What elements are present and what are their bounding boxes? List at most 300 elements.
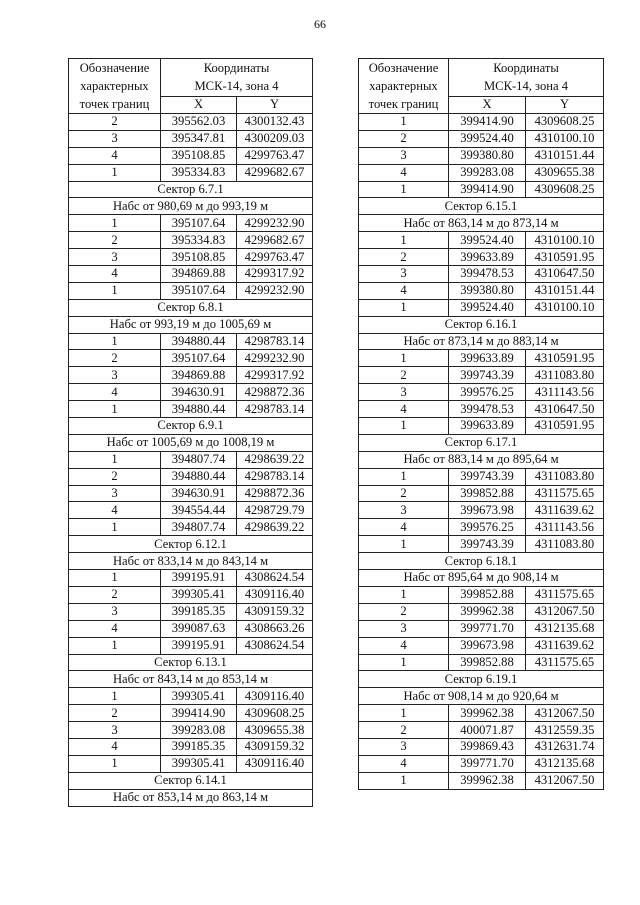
table-row: [359, 299, 604, 316]
y-coordinate-cell: 4312067.50: [526, 705, 604, 722]
table-row: [359, 181, 604, 198]
sector-label: Набс от 843,14 м до 853,14 м: [69, 671, 313, 688]
sector-label: Сектор 6.13.1: [69, 654, 313, 671]
header-designation-line: Обозначение: [368, 61, 439, 75]
header-y: Y: [237, 96, 313, 113]
sector-row: [69, 418, 313, 435]
table-row: [69, 705, 313, 722]
sector-row: [69, 299, 313, 316]
sector-row: [69, 553, 313, 570]
table-header: [359, 59, 604, 114]
y-coordinate-cell: 4298872.36: [237, 384, 313, 401]
sector-row: [359, 198, 604, 215]
sector-label: Набс от 908,14 м до 920,64 м: [359, 688, 604, 705]
x-coordinate-cell: 394880.44: [161, 401, 237, 418]
point-number-cell: 3: [359, 620, 449, 637]
table-row: [69, 502, 313, 519]
point-number-cell: 3: [359, 384, 449, 401]
point-number-cell: 1: [359, 654, 449, 671]
point-number-cell: 1: [69, 519, 161, 536]
sector-row: [359, 570, 604, 587]
x-coordinate-cell: 394807.74: [161, 451, 237, 468]
x-coordinate-cell: 399185.35: [161, 603, 237, 620]
x-coordinate-cell: 399283.08: [449, 164, 526, 181]
coordinates-table-right: [358, 58, 604, 790]
sector-label: Сектор 6.17.1: [359, 434, 604, 451]
y-coordinate-cell: 4309655.38: [526, 164, 604, 181]
y-coordinate-cell: 4310591.95: [526, 418, 604, 435]
sector-row: [359, 316, 604, 333]
point-number-cell: 4: [69, 266, 161, 283]
table-row: [359, 350, 604, 367]
sector-label: Набс от 993,19 м до 1005,69 м: [69, 316, 313, 333]
sector-label: Набс от 895,64 м до 908,14 м: [359, 570, 604, 587]
sector-row: [69, 434, 313, 451]
table-row: [359, 249, 604, 266]
y-coordinate-cell: 4312559.35: [526, 722, 604, 739]
x-coordinate-cell: 395108.85: [161, 249, 237, 266]
table-row: [359, 738, 604, 755]
x-coordinate-cell: 399576.25: [449, 384, 526, 401]
sector-label: Набс от 980,69 м до 993,19 м: [69, 198, 313, 215]
y-coordinate-cell: 4298783.14: [237, 401, 313, 418]
sector-label: Сектор 6.9.1: [69, 418, 313, 435]
y-coordinate-cell: 4308624.54: [237, 637, 313, 654]
y-coordinate-cell: 4311639.62: [526, 502, 604, 519]
y-coordinate-cell: 4299682.67: [237, 232, 313, 249]
y-coordinate-cell: 4298639.22: [237, 519, 313, 536]
y-coordinate-cell: 4310151.44: [526, 147, 604, 164]
y-coordinate-cell: 4299763.47: [237, 147, 313, 164]
point-number-cell: 2: [69, 232, 161, 249]
table-row: [359, 772, 604, 789]
table-row: [69, 637, 313, 654]
y-coordinate-cell: 4309608.25: [237, 705, 313, 722]
point-number-cell: 4: [69, 384, 161, 401]
point-number-cell: 1: [359, 299, 449, 316]
point-number-cell: 3: [359, 266, 449, 283]
table-row: [359, 418, 604, 435]
x-coordinate-cell: 399305.41: [161, 688, 237, 705]
point-number-cell: 1: [359, 350, 449, 367]
page-number: 66: [314, 17, 326, 31]
table-row: [69, 114, 313, 131]
x-coordinate-cell: 399962.38: [449, 705, 526, 722]
header-designation-line: характерных: [80, 79, 149, 93]
point-number-cell: 3: [359, 738, 449, 755]
y-coordinate-cell: 4311083.80: [526, 468, 604, 485]
coordinates-table-left: [68, 58, 313, 807]
header-designation-line: точек границ: [368, 97, 439, 111]
x-coordinate-cell: 399414.90: [449, 114, 526, 131]
table-row: [69, 603, 313, 620]
sector-row: [359, 451, 604, 468]
x-coordinate-cell: 394630.91: [161, 485, 237, 502]
x-coordinate-cell: 394630.91: [161, 384, 237, 401]
y-coordinate-cell: 4299232.90: [237, 350, 313, 367]
x-coordinate-cell: 399633.89: [449, 350, 526, 367]
y-coordinate-cell: 4311575.65: [526, 654, 604, 671]
x-coordinate-cell: 395347.81: [161, 130, 237, 147]
point-number-cell: 2: [359, 249, 449, 266]
y-coordinate-cell: 4310647.50: [526, 401, 604, 418]
table-row: [359, 164, 604, 181]
sector-label: Сектор 6.8.1: [69, 299, 313, 316]
x-coordinate-cell: 399185.35: [161, 738, 237, 755]
table-row: [69, 620, 313, 637]
point-number-cell: 3: [69, 603, 161, 620]
y-coordinate-cell: 4310151.44: [526, 282, 604, 299]
x-coordinate-cell: 399743.39: [449, 367, 526, 384]
point-number-cell: 3: [69, 485, 161, 502]
table-row: [69, 688, 313, 705]
x-coordinate-cell: 399195.91: [161, 570, 237, 587]
point-number-cell: 1: [359, 586, 449, 603]
sector-row: [69, 654, 313, 671]
point-number-cell: 4: [359, 401, 449, 418]
point-number-cell: 3: [69, 130, 161, 147]
y-coordinate-cell: 4298872.36: [237, 485, 313, 502]
sector-label: Сектор 6.19.1: [359, 671, 604, 688]
x-coordinate-cell: 399743.39: [449, 468, 526, 485]
header-designation-line: точек границ: [79, 97, 150, 111]
point-number-cell: 1: [359, 536, 449, 553]
x-coordinate-cell: 399524.40: [449, 130, 526, 147]
y-coordinate-cell: 4312135.68: [526, 620, 604, 637]
y-coordinate-cell: 4311083.80: [526, 367, 604, 384]
table-row: [69, 333, 313, 350]
sector-label: Сектор 6.18.1: [359, 553, 604, 570]
x-coordinate-cell: 399380.80: [449, 282, 526, 299]
x-coordinate-cell: 395562.03: [161, 114, 237, 131]
y-coordinate-cell: 4309116.40: [237, 755, 313, 772]
x-coordinate-cell: 395107.64: [161, 350, 237, 367]
point-number-cell: 2: [69, 114, 161, 131]
point-number-cell: 3: [359, 502, 449, 519]
x-coordinate-cell: 399478.53: [449, 401, 526, 418]
point-number-cell: 3: [69, 722, 161, 739]
sector-label: Сектор 6.12.1: [69, 536, 313, 553]
y-coordinate-cell: 4312067.50: [526, 772, 604, 789]
table-row: [359, 586, 604, 603]
y-coordinate-cell: 4310100.10: [526, 232, 604, 249]
table-row: [69, 401, 313, 418]
y-coordinate-cell: 4309608.25: [526, 181, 604, 198]
table-row: [69, 249, 313, 266]
point-number-cell: 4: [359, 755, 449, 772]
point-number-cell: 1: [69, 164, 161, 181]
x-coordinate-cell: 394869.88: [161, 266, 237, 283]
table-row: [69, 384, 313, 401]
point-number-cell: 1: [69, 637, 161, 654]
table-row: [69, 232, 313, 249]
x-coordinate-cell: 399771.70: [449, 755, 526, 772]
sector-label: Сектор 6.14.1: [69, 772, 313, 789]
y-coordinate-cell: 4298729.79: [237, 502, 313, 519]
point-number-cell: 2: [359, 367, 449, 384]
x-coordinate-cell: 399380.80: [449, 147, 526, 164]
y-coordinate-cell: 4309655.38: [237, 722, 313, 739]
y-coordinate-cell: 4300132.43: [237, 114, 313, 131]
x-coordinate-cell: 399852.88: [449, 654, 526, 671]
x-coordinate-cell: 399673.98: [449, 637, 526, 654]
sector-label: Набс от 853,14 м до 863,14 м: [69, 789, 313, 806]
point-number-cell: 4: [69, 147, 161, 164]
point-number-cell: 4: [359, 282, 449, 299]
x-coordinate-cell: 395334.83: [161, 232, 237, 249]
point-number-cell: 1: [69, 215, 161, 232]
x-coordinate-cell: 394869.88: [161, 367, 237, 384]
point-number-cell: 1: [359, 772, 449, 789]
y-coordinate-cell: 4299317.92: [237, 367, 313, 384]
y-coordinate-cell: 4299763.47: [237, 249, 313, 266]
point-number-cell: 4: [359, 637, 449, 654]
table-row: [359, 401, 604, 418]
y-coordinate-cell: 4299317.92: [237, 266, 313, 283]
y-coordinate-cell: 4310591.95: [526, 249, 604, 266]
table-row: [359, 384, 604, 401]
y-coordinate-cell: 4311083.80: [526, 536, 604, 553]
sector-row: [359, 434, 604, 451]
sector-row: [69, 772, 313, 789]
header-x: X: [161, 96, 237, 113]
table-row: [69, 485, 313, 502]
sector-label: Сектор 6.15.1: [359, 198, 604, 215]
y-coordinate-cell: 4299232.90: [237, 282, 313, 299]
x-coordinate-cell: 399195.91: [161, 637, 237, 654]
x-coordinate-cell: 399305.41: [161, 586, 237, 603]
point-number-cell: 2: [69, 468, 161, 485]
sector-row: [69, 671, 313, 688]
sector-label: Набс от 883,14 м до 895,64 м: [359, 451, 604, 468]
table-row: [359, 620, 604, 637]
y-coordinate-cell: 4299232.90: [237, 215, 313, 232]
x-coordinate-cell: 399743.39: [449, 536, 526, 553]
header-designation-line: характерных: [369, 79, 438, 93]
point-number-cell: 3: [69, 249, 161, 266]
y-coordinate-cell: 4300209.03: [237, 130, 313, 147]
sector-row: [69, 181, 313, 198]
sector-label: Набс от 873,14 м до 883,14 м: [359, 333, 604, 350]
y-coordinate-cell: 4309159.32: [237, 738, 313, 755]
point-number-cell: 4: [359, 519, 449, 536]
sector-row: [359, 553, 604, 570]
y-coordinate-cell: 4312067.50: [526, 603, 604, 620]
x-coordinate-cell: 395108.85: [161, 147, 237, 164]
y-coordinate-cell: 4312135.68: [526, 755, 604, 772]
table-body-left: [69, 114, 313, 807]
sector-row: [359, 333, 604, 350]
table-row: [359, 536, 604, 553]
y-coordinate-cell: 4298639.22: [237, 451, 313, 468]
x-coordinate-cell: 399869.43: [449, 738, 526, 755]
y-coordinate-cell: 4311143.56: [526, 519, 604, 536]
x-coordinate-cell: 399283.08: [161, 722, 237, 739]
x-coordinate-cell: 394807.74: [161, 519, 237, 536]
header-coordinates-line: Координаты: [203, 61, 270, 76]
point-number-cell: 1: [69, 401, 161, 418]
y-coordinate-cell: 4310100.10: [526, 130, 604, 147]
x-coordinate-cell: 399962.38: [449, 603, 526, 620]
table-row: [69, 755, 313, 772]
y-coordinate-cell: 4298783.14: [237, 468, 313, 485]
y-coordinate-cell: 4299682.67: [237, 164, 313, 181]
point-number-cell: 3: [359, 147, 449, 164]
table-row: [69, 468, 313, 485]
header-coordinates: [449, 59, 604, 97]
x-coordinate-cell: 394554.44: [161, 502, 237, 519]
table-row: [69, 570, 313, 587]
sector-row: [69, 316, 313, 333]
table-row: [359, 519, 604, 536]
y-coordinate-cell: 4311639.62: [526, 637, 604, 654]
table-row: [359, 282, 604, 299]
x-coordinate-cell: 395334.83: [161, 164, 237, 181]
point-number-cell: 2: [69, 586, 161, 603]
table-row: [359, 705, 604, 722]
table-row: [69, 519, 313, 536]
point-number-cell: 1: [359, 468, 449, 485]
header-x: X: [449, 96, 526, 113]
table-row: [359, 654, 604, 671]
y-coordinate-cell: 4309159.32: [237, 603, 313, 620]
sector-row: [359, 688, 604, 705]
x-coordinate-cell: 399673.98: [449, 502, 526, 519]
y-coordinate-cell: 4308663.26: [237, 620, 313, 637]
point-number-cell: 1: [69, 570, 161, 587]
point-number-cell: 1: [359, 181, 449, 198]
sector-row: [69, 536, 313, 553]
y-coordinate-cell: 4310100.10: [526, 299, 604, 316]
table-header: [69, 59, 313, 114]
x-coordinate-cell: 399524.40: [449, 232, 526, 249]
table-row: [69, 147, 313, 164]
sector-label: Набс от 1005,69 м до 1008,19 м: [69, 434, 313, 451]
point-number-cell: 2: [359, 485, 449, 502]
table-row: [69, 722, 313, 739]
point-number-cell: 1: [69, 333, 161, 350]
table-row: [359, 232, 604, 249]
x-coordinate-cell: 399962.38: [449, 772, 526, 789]
sector-label: Сектор 6.16.1: [359, 316, 604, 333]
table-row: [69, 215, 313, 232]
y-coordinate-cell: 4312631.74: [526, 738, 604, 755]
x-coordinate-cell: 399771.70: [449, 620, 526, 637]
y-coordinate-cell: 4311575.65: [526, 485, 604, 502]
point-number-cell: 2: [359, 603, 449, 620]
header-coordinates: [161, 59, 313, 97]
point-number-cell: 1: [69, 755, 161, 772]
y-coordinate-cell: 4311575.65: [526, 586, 604, 603]
header-designation-line: Обозначение: [79, 61, 150, 75]
point-number-cell: 3: [69, 367, 161, 384]
y-coordinate-cell: 4298783.14: [237, 333, 313, 350]
y-coordinate-cell: 4311143.56: [526, 384, 604, 401]
x-coordinate-cell: 399852.88: [449, 586, 526, 603]
table-row: [359, 114, 604, 131]
header-y: Y: [526, 96, 604, 113]
x-coordinate-cell: 399633.89: [449, 249, 526, 266]
table-row: [359, 637, 604, 654]
point-number-cell: 4: [359, 164, 449, 181]
sector-row: [359, 671, 604, 688]
point-number-cell: 1: [359, 705, 449, 722]
x-coordinate-cell: 399414.90: [449, 181, 526, 198]
point-number-cell: 2: [69, 350, 161, 367]
x-coordinate-cell: 395107.64: [161, 215, 237, 232]
y-coordinate-cell: 4310591.95: [526, 350, 604, 367]
x-coordinate-cell: 399524.40: [449, 299, 526, 316]
sector-label: Набс от 833,14 м до 843,14 м: [69, 553, 313, 570]
sector-label: Набс от 863,14 м до 873,14 м: [359, 215, 604, 232]
point-number-cell: 2: [69, 705, 161, 722]
table-row: [359, 755, 604, 772]
table-row: [69, 738, 313, 755]
x-coordinate-cell: 399305.41: [161, 755, 237, 772]
point-number-cell: 1: [359, 418, 449, 435]
y-coordinate-cell: 4310647.50: [526, 266, 604, 283]
point-number-cell: 1: [69, 451, 161, 468]
table-row: [69, 266, 313, 283]
table-row: [69, 367, 313, 384]
table-row: [359, 722, 604, 739]
table-row: [359, 147, 604, 164]
point-number-cell: 1: [69, 688, 161, 705]
point-number-cell: 1: [359, 232, 449, 249]
y-coordinate-cell: 4309116.40: [237, 688, 313, 705]
x-coordinate-cell: 399633.89: [449, 418, 526, 435]
y-coordinate-cell: 4309116.40: [237, 586, 313, 603]
y-coordinate-cell: 4308624.54: [237, 570, 313, 587]
x-coordinate-cell: 399414.90: [161, 705, 237, 722]
table-row: [69, 350, 313, 367]
table-row: [359, 603, 604, 620]
x-coordinate-cell: 399087.63: [161, 620, 237, 637]
header-designation: [69, 59, 161, 114]
point-number-cell: 4: [69, 738, 161, 755]
table-row: [69, 451, 313, 468]
header-coordinates-line: МСК-14, зона 4: [483, 79, 569, 94]
x-coordinate-cell: 394880.44: [161, 468, 237, 485]
sector-row: [69, 789, 313, 806]
table-row: [359, 130, 604, 147]
point-number-cell: 1: [359, 114, 449, 131]
table-row: [359, 266, 604, 283]
x-coordinate-cell: 399576.25: [449, 519, 526, 536]
table-row: [69, 164, 313, 181]
x-coordinate-cell: 399852.88: [449, 485, 526, 502]
point-number-cell: 4: [69, 620, 161, 637]
table-row: [359, 502, 604, 519]
y-coordinate-cell: 4309608.25: [526, 114, 604, 131]
point-number-cell: 2: [359, 130, 449, 147]
table-row: [69, 130, 313, 147]
header-coordinates-line: Координаты: [493, 61, 559, 76]
header-coordinates-line: МСК-14, зона 4: [194, 79, 279, 94]
table-body-right: [359, 114, 604, 790]
table-row: [69, 282, 313, 299]
sector-row: [69, 198, 313, 215]
table-row: [359, 468, 604, 485]
x-coordinate-cell: 394880.44: [161, 333, 237, 350]
x-coordinate-cell: 400071.87: [449, 722, 526, 739]
sector-row: [359, 215, 604, 232]
header-designation: [359, 59, 449, 114]
x-coordinate-cell: 399478.53: [449, 266, 526, 283]
table-row: [359, 485, 604, 502]
point-number-cell: 2: [359, 722, 449, 739]
point-number-cell: 1: [69, 282, 161, 299]
